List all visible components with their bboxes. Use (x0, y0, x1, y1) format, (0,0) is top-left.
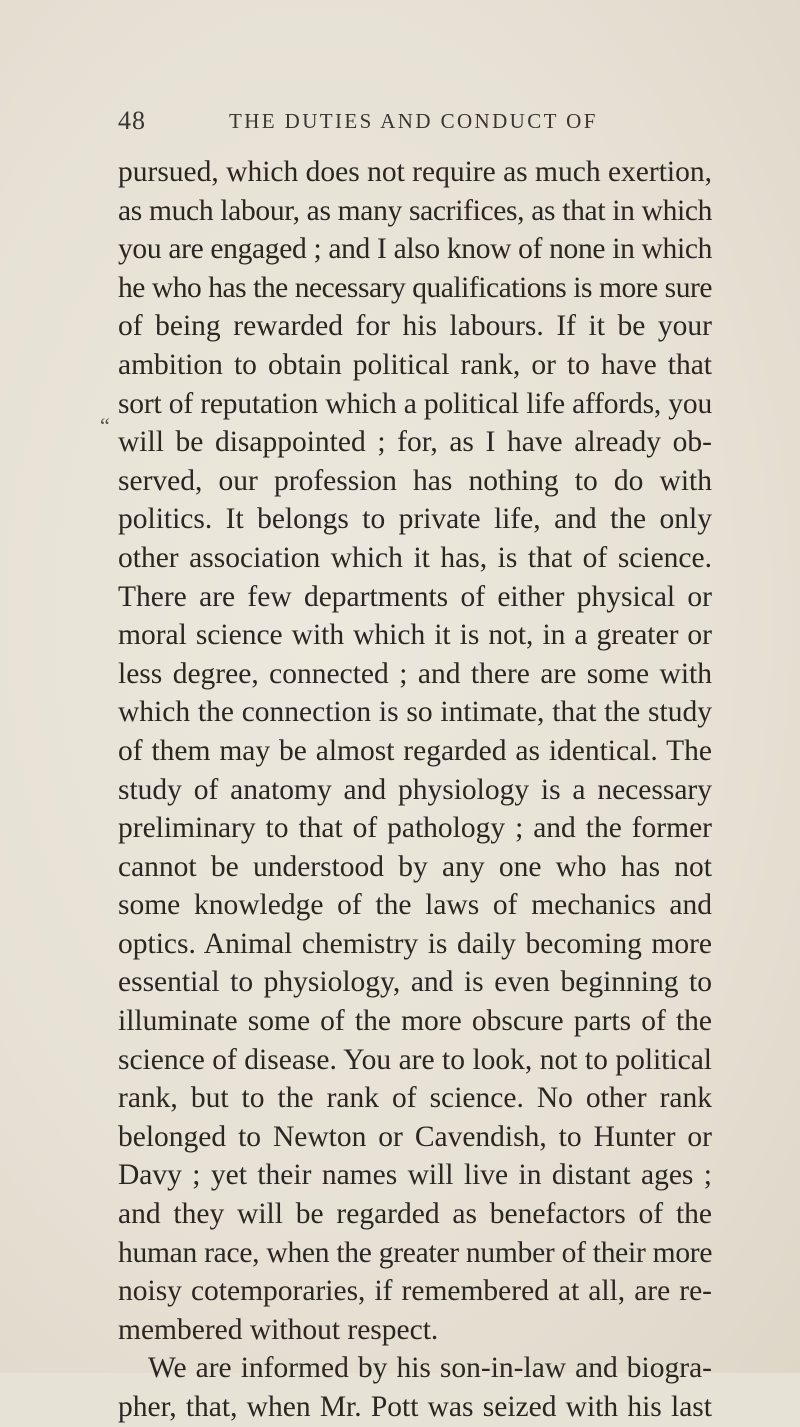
text-line: he who has the necessary qualifications is more sure (118, 271, 712, 304)
text-line: of being rewarded for his labours. If it be your (118, 310, 712, 343)
text-line: illuminate some of the more obscure parts of the (118, 1005, 712, 1038)
text-line: sort of reputation which a political life affords, you (118, 387, 713, 420)
text-line: noisy cotemporaries, if remembered at all, are re- (118, 1275, 712, 1308)
text-line: which the connection is so intimate, that the study (118, 696, 712, 729)
text-line: some knowledge of the laws of mechanics and (118, 889, 712, 922)
text-line: pursued, which does not require as much exertion, (118, 156, 712, 188)
running-head: THE DUTIES AND CONDUCT OF (229, 109, 598, 133)
text-line: preliminary to that of pathology ; and the former (118, 812, 712, 845)
text-line: ambition to obtain political rank, or to have that (118, 348, 712, 381)
text-line: optics. Animal chemistry is daily becoming more (118, 927, 712, 960)
text-line: pher, that, when Mr. Pott was seized with his last (118, 1391, 712, 1423)
text-line: membered without respect. (118, 1313, 439, 1346)
text-line: as much labour, as many sacrifices, as that in which (118, 194, 713, 227)
paragraph-2 (118, 1349, 712, 1426)
text-line: science of disease. You are to look, not to political (118, 1043, 712, 1076)
page-number: 48 (118, 106, 146, 135)
body-text (118, 153, 712, 1427)
text-line: moral science with which it is not, in a greater or (118, 619, 712, 652)
text-line: human race, when the greater number of their more (118, 1236, 713, 1269)
text-line: Davy ; yet their names will live in distant ages ; (118, 1159, 712, 1192)
text-line: of them may be almost regarded as identical. The (118, 734, 712, 767)
text-line: rank, but to the rank of science. No other rank (118, 1082, 712, 1115)
text-line: you are engaged ; and I also know of none in which (118, 233, 712, 266)
paragraph-1 (118, 153, 712, 1349)
margin-quote-mark: “ (100, 413, 110, 438)
text-line: essential to physiology, and is even beginning to (118, 966, 712, 999)
text-line: cannot be understood by any one who has not (118, 850, 712, 883)
text-line: other association which it has, is that of science. (118, 541, 712, 574)
text-line: and they will be regarded as benefactors of the (118, 1198, 712, 1231)
page-header (118, 106, 638, 138)
text-line: politics. It belongs to private life, and the only (118, 503, 712, 536)
text-line: will be disappointed ; for, as I have already ob- (118, 426, 712, 459)
text-line: served, our profession has nothing to do with (118, 464, 712, 497)
text-line: belonged to Newton or Cavendish, to Hunter or (118, 1120, 712, 1153)
text-line: We are informed by his son-in-law and biogra- (148, 1352, 712, 1385)
text-line: There are few departments of either physical or (118, 580, 712, 613)
text-line: study of anatomy and physiology is a necessary (118, 773, 712, 806)
text-line: less degree, connected ; and there are some with (118, 657, 712, 690)
